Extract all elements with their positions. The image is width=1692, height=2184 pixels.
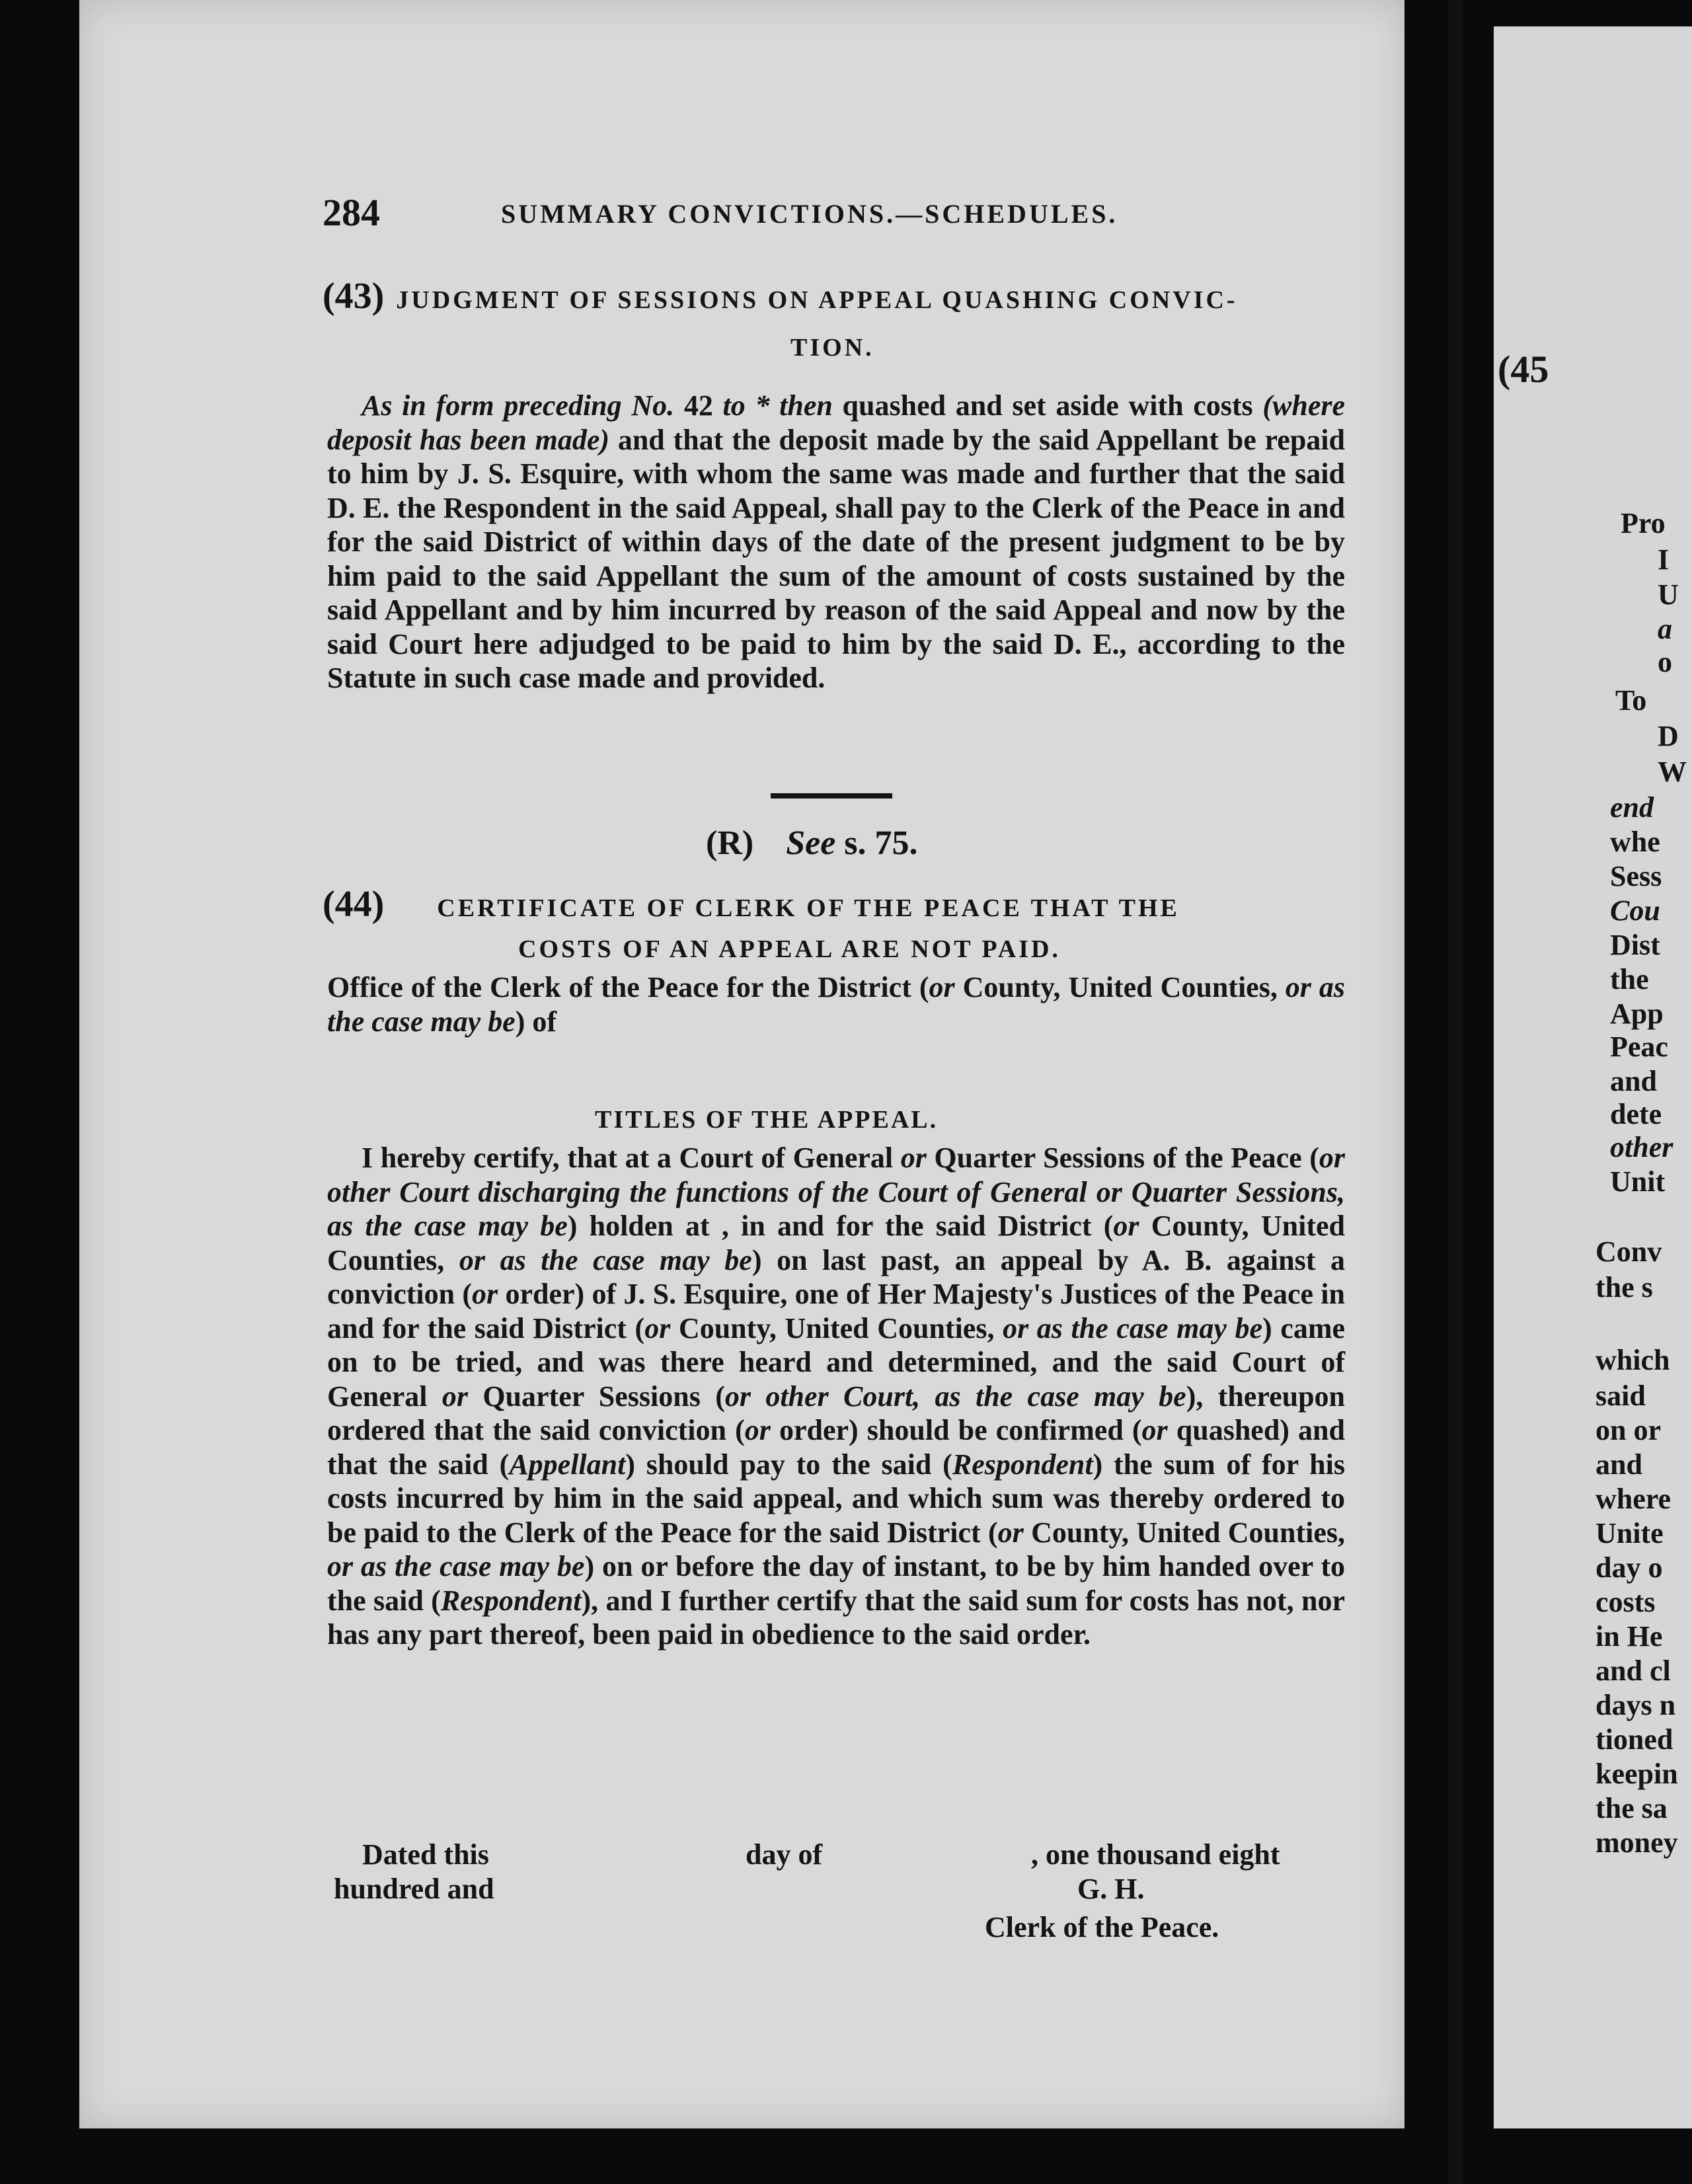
one-thousand-eight: , one thousand eight bbox=[1031, 1838, 1280, 1871]
right-fragment: Unit bbox=[1610, 1165, 1666, 1198]
right-fragment: dete bbox=[1610, 1098, 1662, 1130]
cert-p12: quashed) and that the said ( bbox=[327, 1414, 1345, 1481]
right-fragment: money bbox=[1596, 1826, 1678, 1859]
form-44-title-line1: CERTIFICATE OF CLERK OF THE PEACE THAT THE bbox=[437, 894, 1180, 922]
cert-or1: or bbox=[900, 1142, 927, 1174]
right-fragment: day o bbox=[1596, 1551, 1663, 1584]
cert-p3: ) holden at , in and for the said District ( bbox=[567, 1210, 1114, 1242]
office-italic: or as the case may be bbox=[327, 971, 1346, 1038]
right-fragment: U bbox=[1658, 578, 1679, 611]
day-of: day of bbox=[746, 1838, 823, 1871]
right-fragment: where bbox=[1596, 1483, 1672, 1515]
cert-it1: or other Court discharging the functions of the Court of General or Quarter Sessions, as the case may be bbox=[327, 1142, 1345, 1242]
right-fragment: tioned bbox=[1596, 1723, 1673, 1756]
right-fragment: o bbox=[1658, 646, 1672, 678]
right-fragment: keepin bbox=[1596, 1758, 1678, 1790]
right-fragment: To bbox=[1615, 684, 1647, 717]
section-r-letter: (R) bbox=[706, 824, 754, 862]
right-fragment: Cou bbox=[1610, 894, 1660, 927]
page-header bbox=[323, 190, 1162, 237]
section-divider bbox=[771, 793, 892, 799]
cert-it5: Appellant bbox=[509, 1448, 626, 1481]
cert-p11: order) should be confirmed ( bbox=[770, 1414, 1142, 1446]
form-43-title-line2: TION. bbox=[790, 334, 874, 362]
right-fragment: said bbox=[1596, 1380, 1646, 1412]
form-43-paren: (where deposit has been made) bbox=[327, 389, 1346, 456]
office-text1: Office of the Clerk of the Peace for the District ( bbox=[327, 971, 929, 1003]
cert-p17: ), and I further certify that the said sum for costs has not, nor has any part thereof, been paid in obedience to the said order. bbox=[327, 1584, 1345, 1651]
form-44-title-line2: COSTS OF AN APPEAL ARE NOT PAID. bbox=[518, 935, 1061, 963]
right-fragment: on or bbox=[1596, 1414, 1661, 1446]
right-fragment: Sess bbox=[1610, 860, 1662, 892]
right-fragment: Pro bbox=[1621, 507, 1666, 539]
right-fragment: in He bbox=[1596, 1620, 1663, 1653]
right-fragment: D bbox=[1658, 720, 1679, 752]
right-fragment: Conv bbox=[1596, 1235, 1662, 1268]
right-fragment: a bbox=[1658, 613, 1672, 645]
right-fragment: days n bbox=[1596, 1689, 1676, 1721]
right-fragment: and bbox=[1610, 1065, 1657, 1097]
cert-p6: order) of J. S. Esquire, one of Her Majesty's Justices of the Peace in and for the said District ( bbox=[327, 1278, 1345, 1345]
right-fragment: and cl bbox=[1596, 1655, 1671, 1687]
form-43-number: (43) bbox=[323, 276, 385, 317]
cert-or5: or bbox=[442, 1380, 468, 1413]
right-fragment: end bbox=[1610, 791, 1654, 824]
cert-p7: County, United Counties, bbox=[670, 1311, 1003, 1345]
cert-it8: Respondent bbox=[440, 1584, 582, 1617]
cert-it4: or other Court, as the case may be bbox=[724, 1380, 1186, 1413]
form-44-certificate bbox=[327, 1141, 1345, 1652]
right-fragment: App bbox=[1610, 997, 1664, 1030]
cert-p14: ) the sum of for his costs incurred by him in the said appeal, and which sum was thereby ordered to be paid to the Clerk of the Peace for the said District ( bbox=[327, 1448, 1345, 1549]
cert-or8: or bbox=[997, 1516, 1024, 1549]
cert-p16: ) on or before the day of instant, to be by him handed over to the said ( bbox=[327, 1550, 1346, 1617]
form-43-body bbox=[327, 389, 1345, 695]
office-text2: County, United Counties, bbox=[954, 971, 1286, 1003]
cert-or2: or bbox=[1113, 1210, 1139, 1242]
right-fragment: which bbox=[1596, 1344, 1670, 1376]
right-fragment: Peac bbox=[1610, 1031, 1668, 1063]
cert-p2: Quarter Sessions of the Peace ( bbox=[926, 1142, 1319, 1174]
cert-or4: or bbox=[644, 1311, 671, 1345]
section-r-see: See bbox=[786, 824, 836, 862]
office-or: or bbox=[929, 971, 955, 1003]
form-43-title-line1: JUDGMENT OF SESSIONS ON APPEAL QUASHING CONVIC- bbox=[396, 286, 1238, 314]
form-43-text2: and that the deposit made by the said Appellant be repaid to him by J. S. Esquire, with whom the same was made and further that the said D. E. the Respondent in the said Appeal, shall pay to the Clerk of the Peace in and for the said District of within days of the date of the present judgment to be by him paid to the said Appellant the sum of the amount of costs sustained by the said Appellant and by him incurred by reason of the said Appeal and now by the said Court here adjudged to be paid to him by the said D. E., according to the Statute in such case made and provided. bbox=[327, 423, 1345, 694]
right-fragment: the sa bbox=[1596, 1792, 1668, 1824]
cert-p5: ) on last past, an appeal by A. B. against a conviction ( bbox=[327, 1243, 1346, 1310]
form-44-number: (44) bbox=[323, 884, 385, 925]
cert-p13: ) should pay to the said ( bbox=[625, 1448, 952, 1481]
right-fragment: other bbox=[1610, 1131, 1673, 1163]
right-fragment: Dist bbox=[1610, 929, 1660, 961]
cert-or7: or bbox=[1141, 1414, 1168, 1446]
form-43-to: to * then bbox=[722, 389, 833, 422]
right-fragment: the s bbox=[1596, 1271, 1653, 1304]
running-head: SUMMARY CONVICTIONS.—SCHEDULES. bbox=[501, 199, 1118, 229]
cert-or3: or bbox=[472, 1278, 498, 1310]
signer-title: Clerk of the Peace. bbox=[985, 1911, 1219, 1943]
cert-p8: ) came on to be tried, and was there heard and determined, and the said Court of General bbox=[327, 1311, 1345, 1413]
form-43-heading bbox=[323, 275, 1354, 317]
right-fragment: and bbox=[1596, 1448, 1642, 1481]
signer-initials: G. H. bbox=[1077, 1873, 1145, 1905]
left-page bbox=[79, 0, 1404, 2128]
page-number: 284 bbox=[323, 191, 380, 234]
right-fragment: I bbox=[1658, 543, 1670, 576]
section-r-ref: s. 75. bbox=[844, 824, 918, 862]
book-gutter bbox=[1447, 0, 1463, 2184]
titles-of-appeal: TITLES OF THE APPEAL. bbox=[595, 1106, 939, 1134]
dated-this: Dated this bbox=[362, 1838, 489, 1871]
right-fragment: (45 bbox=[1498, 348, 1549, 391]
right-fragment: W bbox=[1658, 756, 1687, 788]
office-text3: ) of bbox=[515, 1005, 557, 1038]
cert-it2: or as the case may be bbox=[459, 1243, 752, 1276]
right-fragment: whe bbox=[1610, 826, 1660, 858]
cert-p4: County, United Counties, bbox=[327, 1210, 1346, 1276]
form-44-office bbox=[327, 970, 1345, 1038]
form-43-text1: quashed and set aside with costs bbox=[842, 389, 1253, 422]
cert-it7: or as the case may be bbox=[327, 1550, 585, 1582]
cert-or6: or bbox=[744, 1414, 771, 1446]
cert-it3: or as the case may be bbox=[1003, 1311, 1263, 1345]
cert-p9: Quarter Sessions ( bbox=[467, 1380, 725, 1413]
cert-p1: I hereby certify, that at a Court of General bbox=[362, 1142, 901, 1174]
cert-it6: Respondent bbox=[952, 1448, 1093, 1481]
right-fragment: costs bbox=[1596, 1586, 1656, 1618]
right-fragment: the bbox=[1610, 963, 1649, 995]
hundred-and: hundred and bbox=[334, 1873, 494, 1905]
form-43-lead: As in form preceding No. bbox=[362, 389, 675, 422]
form-44-heading bbox=[323, 883, 1354, 925]
cert-p15: County, United Counties, bbox=[1023, 1516, 1345, 1549]
section-r-line bbox=[706, 824, 918, 863]
cert-p10: ), thereupon ordered that the said conviction ( bbox=[327, 1380, 1346, 1446]
right-fragment: Unite bbox=[1596, 1517, 1664, 1549]
form-43-ref: 42 bbox=[683, 389, 713, 422]
